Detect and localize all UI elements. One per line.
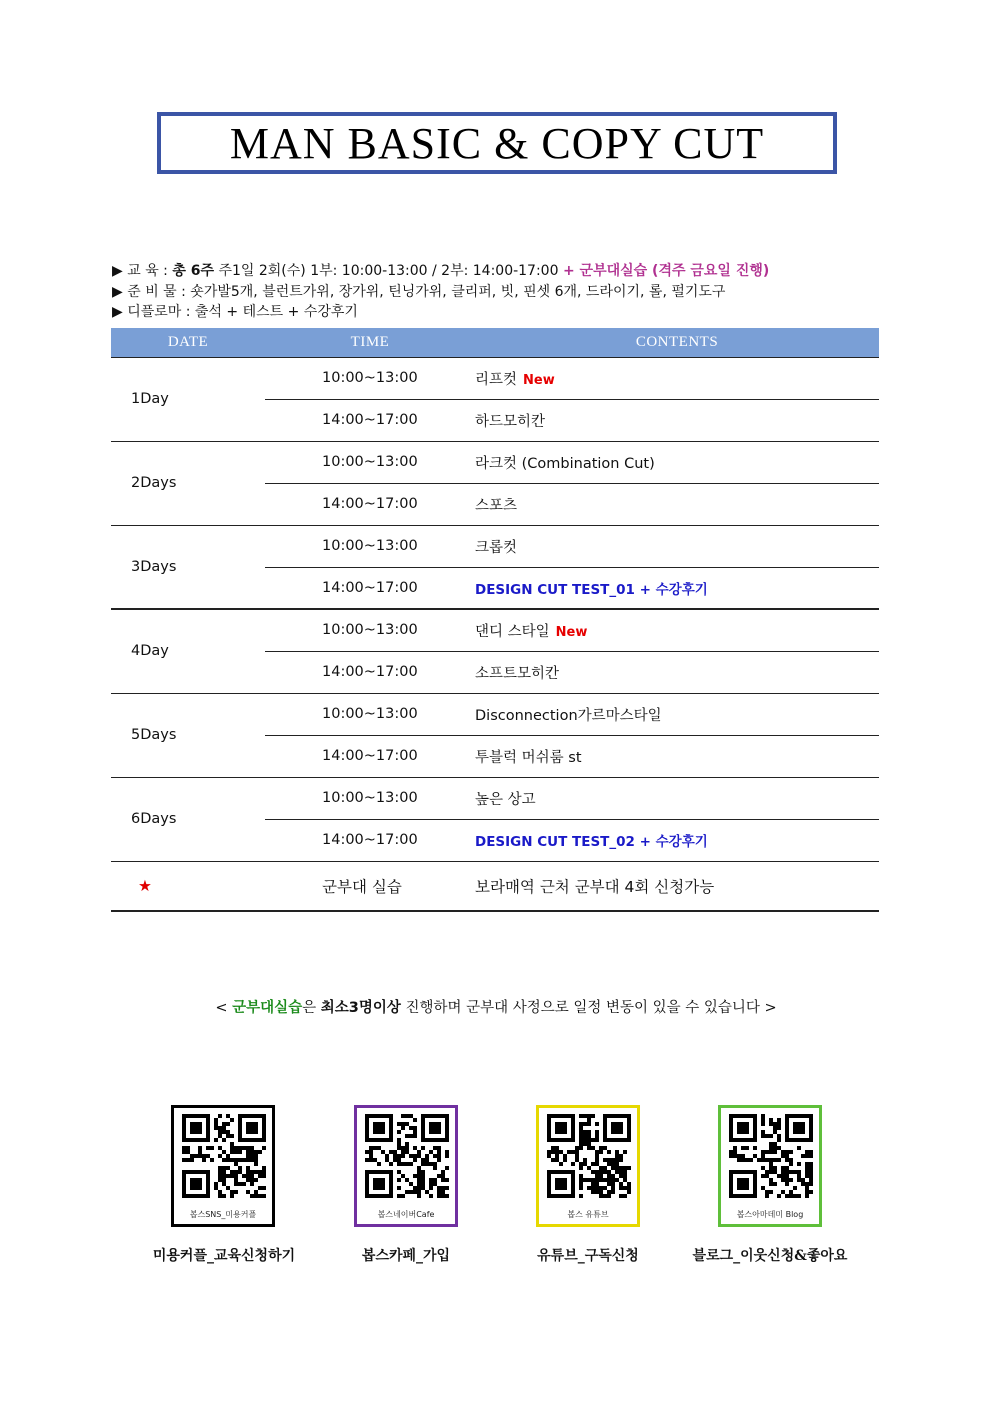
table-row <box>111 609 879 651</box>
table-row <box>111 777 879 819</box>
course-info <box>112 261 892 323</box>
time-cell: 10:00~13:00 <box>265 693 475 735</box>
page-title: MAN BASIC & COPY CUT <box>229 118 765 168</box>
qr-pattern <box>365 1114 449 1198</box>
qr-code[interactable] <box>354 1105 458 1227</box>
star-icon: ★ <box>111 861 265 911</box>
content-cell <box>475 357 879 399</box>
content-cell: 보라매역 근처 군부대 4회 신청가능 <box>475 861 879 911</box>
notice-open: < <box>215 1000 233 1016</box>
header-contents: CONTENTS <box>475 328 879 357</box>
time-cell: 14:00~17:00 <box>265 651 475 693</box>
schedule-body <box>111 357 879 911</box>
time-cell: 14:00~17:00 <box>265 483 475 525</box>
table-row-extra <box>111 861 879 911</box>
notice-rest: 진행하며 군부대 사정으로 일정 변동이 있을 수 있습니다 > <box>400 1000 777 1016</box>
qr-label[interactable]: 미용커플_교육신청하기 <box>152 1248 296 1264</box>
content-text: 라크컷 (Combination Cut) <box>475 455 655 472</box>
content-cell <box>475 693 879 735</box>
content-text: 크롭컷 <box>475 539 518 556</box>
table-row <box>111 525 879 567</box>
content-cell <box>475 651 879 693</box>
notice-min: 최소3명이상 <box>320 1000 401 1016</box>
qr-caption: 봅스SNS_미용커플 <box>189 1210 257 1219</box>
day-cell: 4Day <box>111 609 265 693</box>
time-cell: 10:00~13:00 <box>265 525 475 567</box>
day-cell: 6Days <box>111 777 265 861</box>
qr-caption: 봅스아마데미 Blog <box>736 1210 804 1219</box>
education-schedule: 주1일 2회(수) 1부: 10:00-13:00 / 2부: 14:00-17:00 <box>214 263 563 279</box>
content-cell <box>475 567 879 609</box>
qr-pattern <box>182 1114 266 1198</box>
content-cell <box>475 735 879 777</box>
content-text: Disconnection가르마스타일 <box>475 707 662 724</box>
time-cell: 10:00~13:00 <box>265 441 475 483</box>
schedule-table <box>111 328 879 912</box>
title-box <box>157 112 837 174</box>
day-cell: 5Days <box>111 693 265 777</box>
table-row <box>111 357 879 399</box>
content-text: 리프컷 <box>475 371 518 388</box>
content-text: DESIGN CUT TEST_02 + 수강후기 <box>475 834 708 850</box>
table-row <box>111 441 879 483</box>
education-label: ▶ 교 육 : <box>112 263 173 279</box>
content-cell <box>475 777 879 819</box>
content-cell <box>475 399 879 441</box>
content-text: 투블럭 머쉬룸 st <box>475 749 582 766</box>
content-cell <box>475 483 879 525</box>
time-cell: 14:00~17:00 <box>265 567 475 609</box>
time-cell: 10:00~13:00 <box>265 777 475 819</box>
qr-code[interactable] <box>536 1105 640 1227</box>
day-cell: 3Days <box>111 525 265 609</box>
notice <box>0 996 992 1017</box>
header-date: DATE <box>111 328 265 357</box>
time-cell: 군부대 실습 <box>265 861 475 911</box>
day-cell: 1Day <box>111 357 265 441</box>
notice-mid: 은 <box>302 1000 321 1016</box>
qr-pattern <box>729 1114 813 1198</box>
qr-label[interactable]: 봅스카페_가입 <box>361 1248 451 1264</box>
content-text: 높은 상고 <box>475 791 536 808</box>
diploma-line: ▶ 디플로마 : 출석 + 테스트 + 수강후기 <box>112 304 358 320</box>
time-cell: 10:00~13:00 <box>265 357 475 399</box>
new-badge: New <box>523 372 555 388</box>
table-header-row <box>111 328 879 357</box>
content-text: 하드모히칸 <box>475 413 546 430</box>
supplies-line: ▶ 준 비 물 : 숏가발5개, 블런트가위, 장가위, 틴닝가위, 클리퍼, 빗, 핀셋 6개, 드라이기, 롤, 펄기도구 <box>112 283 726 300</box>
time-cell: 14:00~17:00 <box>265 735 475 777</box>
qr-label[interactable]: 유튜브_구독신청 <box>537 1248 639 1264</box>
table-row <box>111 693 879 735</box>
education-line <box>112 261 892 282</box>
content-text: DESIGN CUT TEST_01 + 수강후기 <box>475 581 708 598</box>
qr-label[interactable]: 블로그_이웃신청&좋아요 <box>692 1248 848 1264</box>
education-total: 총 6주 <box>172 263 215 279</box>
time-cell: 14:00~17:00 <box>265 399 475 441</box>
content-text: 댄디 스타일 <box>475 623 550 640</box>
day-cell: 2Days <box>111 441 265 525</box>
time-cell: 14:00~17:00 <box>265 819 475 861</box>
qr-pattern <box>547 1114 631 1198</box>
education-extra: + 군부대실습 (격주 금요일 진행) <box>562 263 770 279</box>
content-text: 소프트모히칸 <box>475 665 560 682</box>
time-cell: 10:00~13:00 <box>265 609 475 651</box>
content-cell <box>475 819 879 861</box>
content-text: 스포츠 <box>475 497 518 514</box>
notice-highlight: 군부대실습 <box>232 1000 303 1016</box>
content-cell <box>475 441 879 483</box>
qr-code[interactable] <box>171 1105 275 1227</box>
header-time: TIME <box>265 328 475 357</box>
content-cell <box>475 609 879 651</box>
qr-caption: 봅스 유튜브 <box>567 1210 609 1219</box>
qr-caption: 봅스네이버Cafe <box>377 1210 435 1219</box>
new-badge: New <box>555 624 588 640</box>
qr-code[interactable] <box>718 1105 822 1227</box>
content-cell <box>475 525 879 567</box>
